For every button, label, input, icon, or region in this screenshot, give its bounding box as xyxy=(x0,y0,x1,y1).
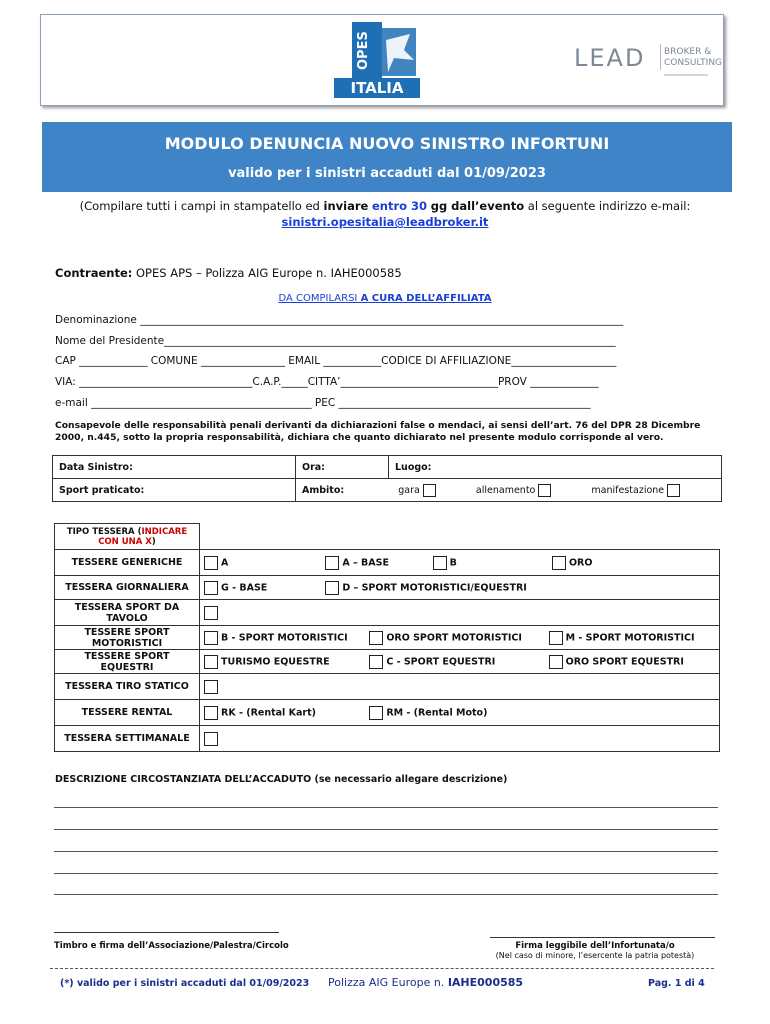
row-options: G - BASE D – SPORT MOTORISTICI/EQUESTRI xyxy=(200,576,720,600)
checkbox[interactable] xyxy=(369,655,383,669)
injured-signature-label: Firma leggibile dell’Infortunata/o xyxy=(515,941,675,951)
manifestazione-label: manifestazione xyxy=(591,484,665,496)
lead-broker-logo xyxy=(574,40,724,84)
gara-label: gara xyxy=(398,484,420,496)
footer-divider xyxy=(50,968,714,969)
row-label: TESSERA GIORNALIERA xyxy=(55,576,200,600)
checkbox[interactable] xyxy=(549,655,563,669)
description-line[interactable] xyxy=(54,893,718,895)
row-options: TURISMO EQUESTRE C - SPORT EQUESTRI ORO SPORT EQUESTRI xyxy=(200,650,720,674)
instructions: (Compilare tutti i campi in stampatello ed inviare entro 30 gg dall’evento al seguente indirizzo e-mail: sinistri.opesitalia@leadbroker.it xyxy=(79,199,691,229)
ambito-label: Ambito: xyxy=(302,484,345,496)
sport-label[interactable]: Sport praticato: xyxy=(59,484,145,496)
tessere-table xyxy=(54,523,720,752)
row-options: A A – BASE B ORO xyxy=(200,550,720,576)
manifestazione-checkbox[interactable] xyxy=(667,484,680,497)
descrizione-title: DESCRIZIONE CIRCOSTANZIATA DELL’ACCADUTO (se necessario allegare descrizione) xyxy=(55,774,508,785)
cap-comune-field[interactable]: CAP _____________ COMUNE ________________ EMAIL ___________CODICE DI AFFILIAZIONE____________________ xyxy=(55,355,617,367)
row-label: TESSERA TIRO STATICO xyxy=(55,674,200,700)
opes-text: OPES xyxy=(356,31,371,70)
injured-signature-line[interactable] xyxy=(490,937,715,938)
row-label: TESSERA SETTIMANALE xyxy=(55,726,200,752)
email-link[interactable]: sinistri.opesitalia@leadbroker.it xyxy=(281,215,489,229)
form-subtitle: valido per i sinistri accaduti dal 01/09/2023 xyxy=(228,166,546,181)
checkbox[interactable] xyxy=(552,556,566,570)
stamp-signature-line[interactable] xyxy=(54,932,279,933)
opes-italia-logo xyxy=(334,20,420,98)
svg-text:CONSULTING: CONSULTING xyxy=(664,58,723,68)
contraente-line: Contraente: OPES APS – Polizza AIG Europe n. IAHE000585 xyxy=(55,266,402,280)
checkbox[interactable] xyxy=(204,581,218,595)
denominazione-field[interactable]: Denominazione ____________________________________________________________________________________________ xyxy=(55,314,624,326)
checkbox[interactable] xyxy=(204,631,218,645)
allenamento-label: allenamento xyxy=(475,484,536,496)
email-pec-field[interactable]: e-mail __________________________________________ PEC ________________________________________________ xyxy=(55,397,591,409)
footer-policy: Polizza AIG Europe n. IAHE000585 xyxy=(328,976,524,989)
checkbox[interactable] xyxy=(204,732,218,746)
page-number: Pag. 1 di 4 xyxy=(648,978,705,989)
checkbox[interactable] xyxy=(325,581,339,595)
form-title: MODULO DENUNCIA NUOVO SINISTRO INFORTUNI xyxy=(164,134,610,153)
event-table xyxy=(52,455,722,502)
presidente-field[interactable]: Nome del Presidente______________________________________________________________________________________ xyxy=(55,335,616,347)
checkbox[interactable] xyxy=(325,556,339,570)
luogo-label[interactable]: Luogo: xyxy=(395,461,432,473)
checkbox[interactable] xyxy=(549,631,563,645)
row-label: TESSERA SPORT DA TAVOLO xyxy=(55,600,200,626)
description-line[interactable] xyxy=(54,806,718,808)
declaration-text: Consapevole delle responsabilità penali derivanti da dichiarazioni false o mendaci, ai sensi dell’art. 76 del DPR 28 Dicembre 2000, n.445, sotto la propria responsabilità, dichiara che quanto dichiarato nel presente modulo corrisponde al vero. xyxy=(55,420,701,443)
allenamento-checkbox[interactable] xyxy=(538,484,551,497)
description-line[interactable] xyxy=(54,872,718,874)
gara-checkbox[interactable] xyxy=(423,484,436,497)
checkbox[interactable] xyxy=(204,706,218,720)
checkbox[interactable] xyxy=(369,706,383,720)
data-sinistro-label[interactable]: Data Sinistro: xyxy=(59,461,133,473)
row-label: TESSERE RENTAL xyxy=(55,700,200,726)
section-note: DA COMPILARSI A CURA DELL’AFFILIATA xyxy=(278,293,492,304)
row-options: RK - (Rental Kart) RM - (Rental Moto) xyxy=(200,700,720,726)
italia-text: ITALIA xyxy=(350,79,404,97)
row-options xyxy=(200,600,720,626)
checkbox[interactable] xyxy=(204,556,218,570)
tipo-tessera-header: TIPO TESSERA (INDICARE CON UNA X) xyxy=(55,524,200,550)
row-options: B - SPORT MOTORISTICI ORO SPORT MOTORISTICI M - SPORT MOTORISTICI xyxy=(200,626,720,650)
checkbox[interactable] xyxy=(369,631,383,645)
svg-text:BROKER &: BROKER & xyxy=(664,47,712,57)
row-options xyxy=(200,674,720,700)
description-line[interactable] xyxy=(54,850,718,852)
via-field[interactable]: VIA: _________________________________C.A.P._____CITTA’______________________________PROV _____________ xyxy=(55,376,599,388)
row-label: TESSERE SPORT MOTORISTICI xyxy=(55,626,200,650)
checkbox[interactable] xyxy=(204,655,218,669)
row-options xyxy=(200,726,720,752)
row-label: TESSERE SPORT EQUESTRI xyxy=(55,650,200,674)
description-line[interactable] xyxy=(54,828,718,830)
row-label: TESSERE GENERICHE xyxy=(55,550,200,576)
checkbox[interactable] xyxy=(204,606,218,620)
checkbox[interactable] xyxy=(204,680,218,694)
ora-label[interactable]: Ora: xyxy=(302,461,325,473)
svg-text:LEAD: LEAD xyxy=(574,44,646,72)
guardian-note: (Nel caso di minore, l’esercente la patria potestà) xyxy=(495,951,695,960)
stamp-signature-label: Timbro e firma dell’Associazione/Palestra/Circolo xyxy=(54,941,289,951)
checkbox[interactable] xyxy=(433,556,447,570)
footer-validity: (*) valido per i sinistri accaduti dal 01/09/2023 xyxy=(60,978,310,989)
title-banner xyxy=(42,122,732,192)
